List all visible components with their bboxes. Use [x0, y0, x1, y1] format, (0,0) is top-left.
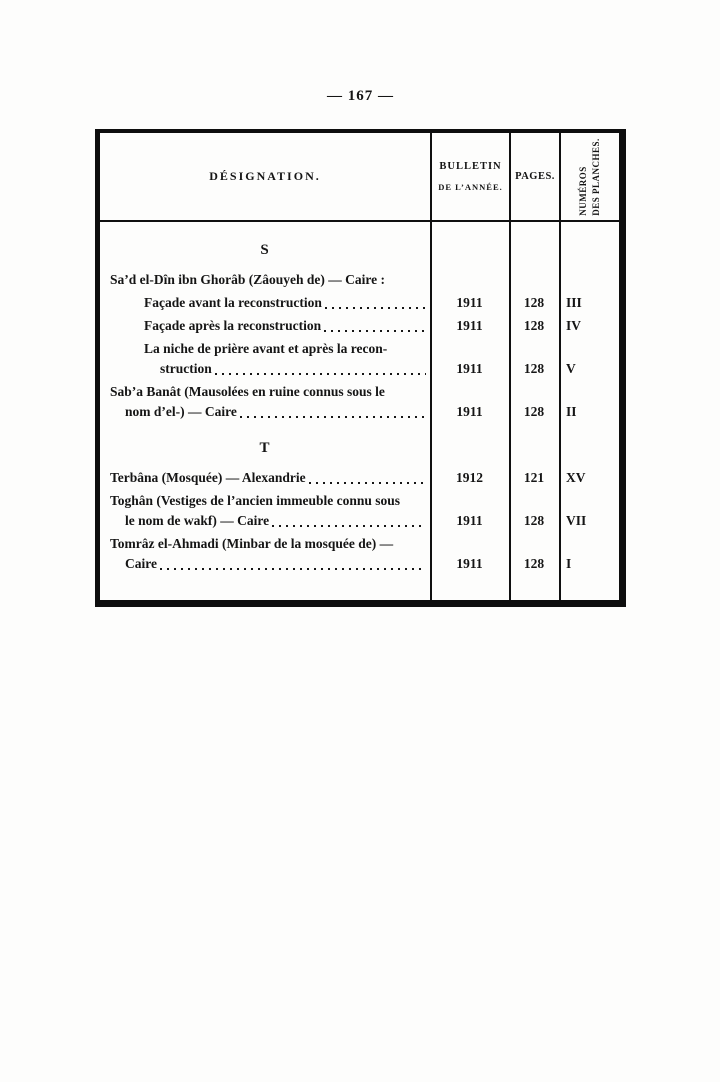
- entry-text: Caire: [125, 556, 157, 571]
- planches-column-header: [559, 133, 619, 222]
- entry-text: nom d’el-) — Caire: [125, 404, 237, 419]
- table-row: [100, 491, 619, 531]
- entry-page: 128: [523, 295, 545, 310]
- entry-page: 128: [523, 361, 545, 376]
- dot-leader: [272, 525, 426, 527]
- bulletin-header-line2: DE L’ANNÉE.: [438, 182, 503, 192]
- entry-plate: VII: [566, 513, 587, 528]
- entry-designation-continuation: [110, 511, 427, 531]
- entry-text: Terbâna (Mosquée) — Alexandrie: [110, 470, 306, 485]
- entry-designation: [110, 468, 427, 488]
- entry-text: Façade avant la reconstruction: [144, 295, 322, 310]
- planches-header-line2: DES PLANCHES.: [591, 137, 602, 216]
- entry-designation: [110, 491, 427, 511]
- entry-page: 128: [523, 556, 545, 571]
- entry-year: 1911: [456, 556, 483, 571]
- entry-text: struction: [160, 361, 212, 376]
- entry-text: Toghân (Vestiges de l’ancien immeuble connu sous: [110, 493, 401, 508]
- planches-header-label: [577, 138, 603, 216]
- entry-text: Façade après la reconstruction: [144, 318, 322, 333]
- entry-plate: XV: [566, 470, 586, 485]
- entry-year: 1911: [456, 295, 483, 310]
- plates-index-table: [95, 129, 626, 607]
- entry-designation-continuation: [110, 359, 427, 379]
- entry-designation: [110, 270, 427, 290]
- entry-year: 1911: [456, 404, 483, 419]
- bulletin-column-header: [430, 133, 509, 222]
- entry-text: Tomrâz el-Ahmadi (Minbar de la mosquée de) —: [110, 536, 394, 551]
- column-divider: [559, 222, 561, 600]
- table-row: [100, 293, 619, 313]
- entry-year: 1911: [456, 318, 483, 333]
- table-row: [100, 468, 619, 488]
- entry-page: 121: [523, 470, 545, 485]
- entry-designation: [110, 316, 427, 336]
- entry-page: 128: [523, 404, 545, 419]
- entry-year: 1911: [456, 361, 483, 376]
- table-body: [100, 222, 619, 600]
- entry-text: Sab’a Banât (Mausolées en ruine connus sous le: [110, 384, 385, 399]
- entry-designation-continuation: [110, 402, 427, 422]
- dot-leader: [309, 482, 426, 484]
- entry-page: 128: [523, 318, 545, 333]
- dot-leader: [160, 568, 426, 570]
- entry-text: le nom de wakf) — Caire: [125, 513, 270, 528]
- entry-designation: [110, 293, 427, 313]
- entry-plate: III: [566, 295, 582, 310]
- pages-header-label: PAGES.: [515, 171, 555, 182]
- page-number: — 167 —: [327, 88, 394, 104]
- table-row: [100, 339, 619, 379]
- entry-designation: [110, 534, 427, 554]
- dot-leader: [325, 307, 426, 309]
- section-letter-t: T: [259, 440, 271, 456]
- table-row: [100, 270, 619, 290]
- entry-plate: II: [566, 404, 577, 419]
- table-row: [100, 534, 619, 574]
- table-row: [100, 316, 619, 336]
- bulletin-header-line1: BULLETIN: [439, 161, 502, 172]
- dot-leader: [240, 416, 426, 418]
- column-divider: [509, 222, 511, 600]
- entry-designation-continuation: [110, 554, 427, 574]
- designation-header-label: DÉSIGNATION.: [209, 169, 321, 183]
- entry-designation: [110, 382, 427, 402]
- entry-text: La niche de prière avant et après la recon-: [144, 341, 388, 356]
- designation-column-header: [100, 133, 430, 222]
- planches-header-line1: NUMÉROS: [578, 165, 589, 216]
- entry-plate: V: [566, 361, 576, 376]
- entry-plate: IV: [566, 318, 582, 333]
- entry-text: Sa’d el-Dîn ibn Ghorâb (Zâouyeh de) — Caire :: [110, 272, 386, 287]
- section-letter-s: S: [260, 242, 270, 258]
- entry-year: 1911: [456, 513, 483, 528]
- entry-plate: I: [566, 556, 572, 571]
- table-row: [100, 382, 619, 422]
- column-divider: [430, 222, 432, 600]
- entry-page: 128: [523, 513, 545, 528]
- dot-leader: [215, 373, 426, 375]
- pages-column-header: [509, 133, 559, 222]
- dot-leader: [324, 330, 426, 332]
- entry-year: 1912: [456, 470, 483, 485]
- entry-designation: [110, 339, 427, 359]
